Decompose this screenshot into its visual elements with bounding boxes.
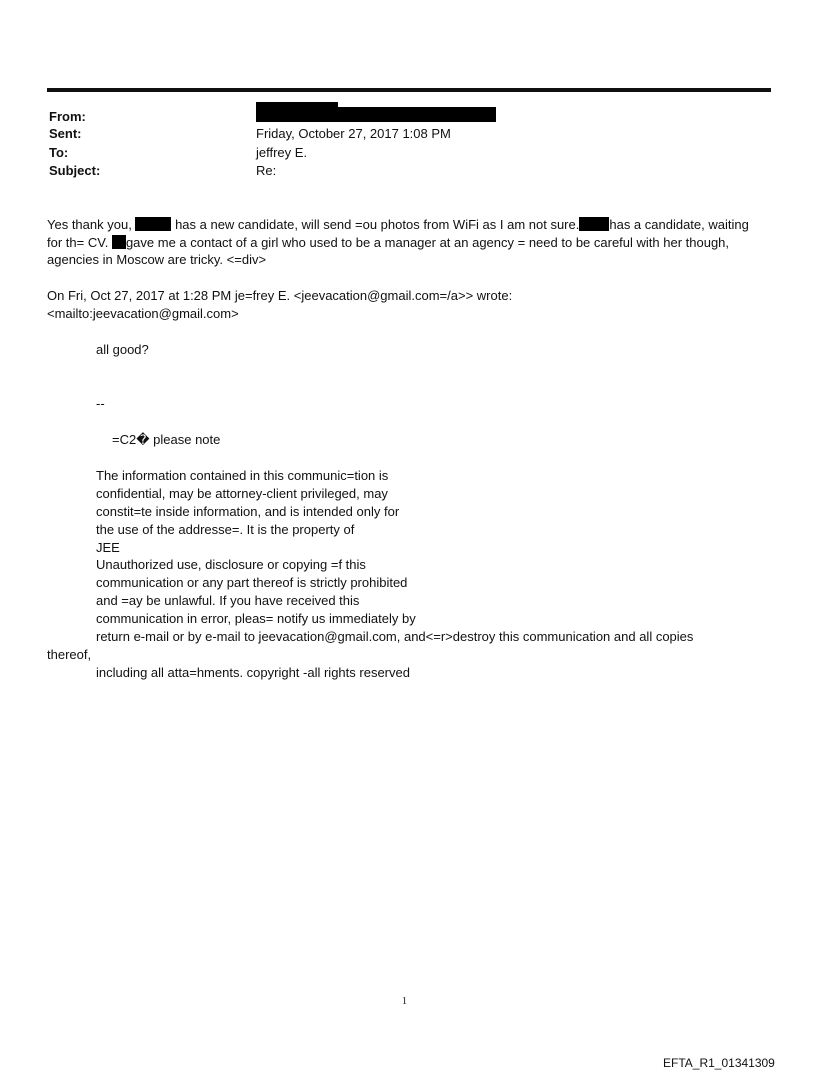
disclaimer-line: communication or any part thereof is strictly prohibited (96, 575, 408, 590)
disclaimer-line: constit=te inside information, and is intended only for (96, 504, 400, 519)
quote-header-line-1: On Fri, Oct 27, 2017 at 1:28 PM je=frey E. <jeevacation@gmail.com=/a>> wrote: (47, 288, 513, 303)
name-redaction (112, 235, 126, 249)
disclaimer-line: The information contained in this communic=tion is (96, 468, 389, 483)
reply-text: has a new candidate, will send =ou photos from WiFi as I am not sure. (175, 217, 580, 232)
header-rule (47, 88, 771, 92)
page-number: 1 (402, 996, 407, 1007)
subject-value: Re: (256, 163, 277, 178)
reply-line-3: agencies in Moscow are tricky. <=div> (47, 252, 267, 267)
reply-text: gave me a contact of a girl who used to be a manager at an agency = need to be careful with her though, (125, 235, 730, 250)
disclaimer-wrap: thereof, (47, 647, 92, 662)
reply-line-1 (47, 217, 749, 233)
to-value: jeffrey E. (256, 145, 308, 160)
quote-header-line-2: <mailto:jeevacation@gmail.com> (47, 306, 239, 321)
please-note: =C2� please note (112, 432, 221, 447)
reply-text: Yes thank you, (47, 217, 132, 232)
signature-separator: -- (96, 396, 105, 411)
name-redaction (135, 217, 171, 231)
disclaimer-line: JEE (96, 540, 120, 555)
disclaimer-line: communication in error, pleas= notify us immediately by (96, 611, 416, 626)
name-redaction (579, 217, 609, 231)
disclaimer-line: including all atta=hments. copyright -all rights reserved (96, 665, 410, 680)
document-id: EFTA_R1_01341309 (663, 1056, 775, 1070)
disclaimer-line: confidential, may be attorney-client privileged, may (96, 486, 388, 501)
reply-text: has a candidate, waiting (609, 217, 749, 232)
sent-label: Sent: (49, 126, 82, 141)
reply-line-2 (47, 235, 729, 251)
from-label: From: (49, 109, 86, 124)
quoted-greeting: all good? (96, 342, 149, 357)
disclaimer-line: the use of the addresse=. It is the property of (96, 522, 355, 537)
reply-text: for th= CV. (47, 235, 109, 250)
subject-label: Subject: (49, 163, 101, 178)
disclaimer-line: and =ay be unlawful. If you have received this (96, 593, 360, 608)
from-redaction (256, 107, 496, 122)
disclaimer-line: return e-mail or by e-mail to jeevacation@gmail.com, and<=r>destroy this communication and all copies (96, 629, 694, 644)
sent-value: Friday, October 27, 2017 1:08 PM (256, 126, 451, 141)
disclaimer-line: Unauthorized use, disclosure or copying =f this (96, 557, 366, 572)
to-label: To: (49, 145, 69, 160)
